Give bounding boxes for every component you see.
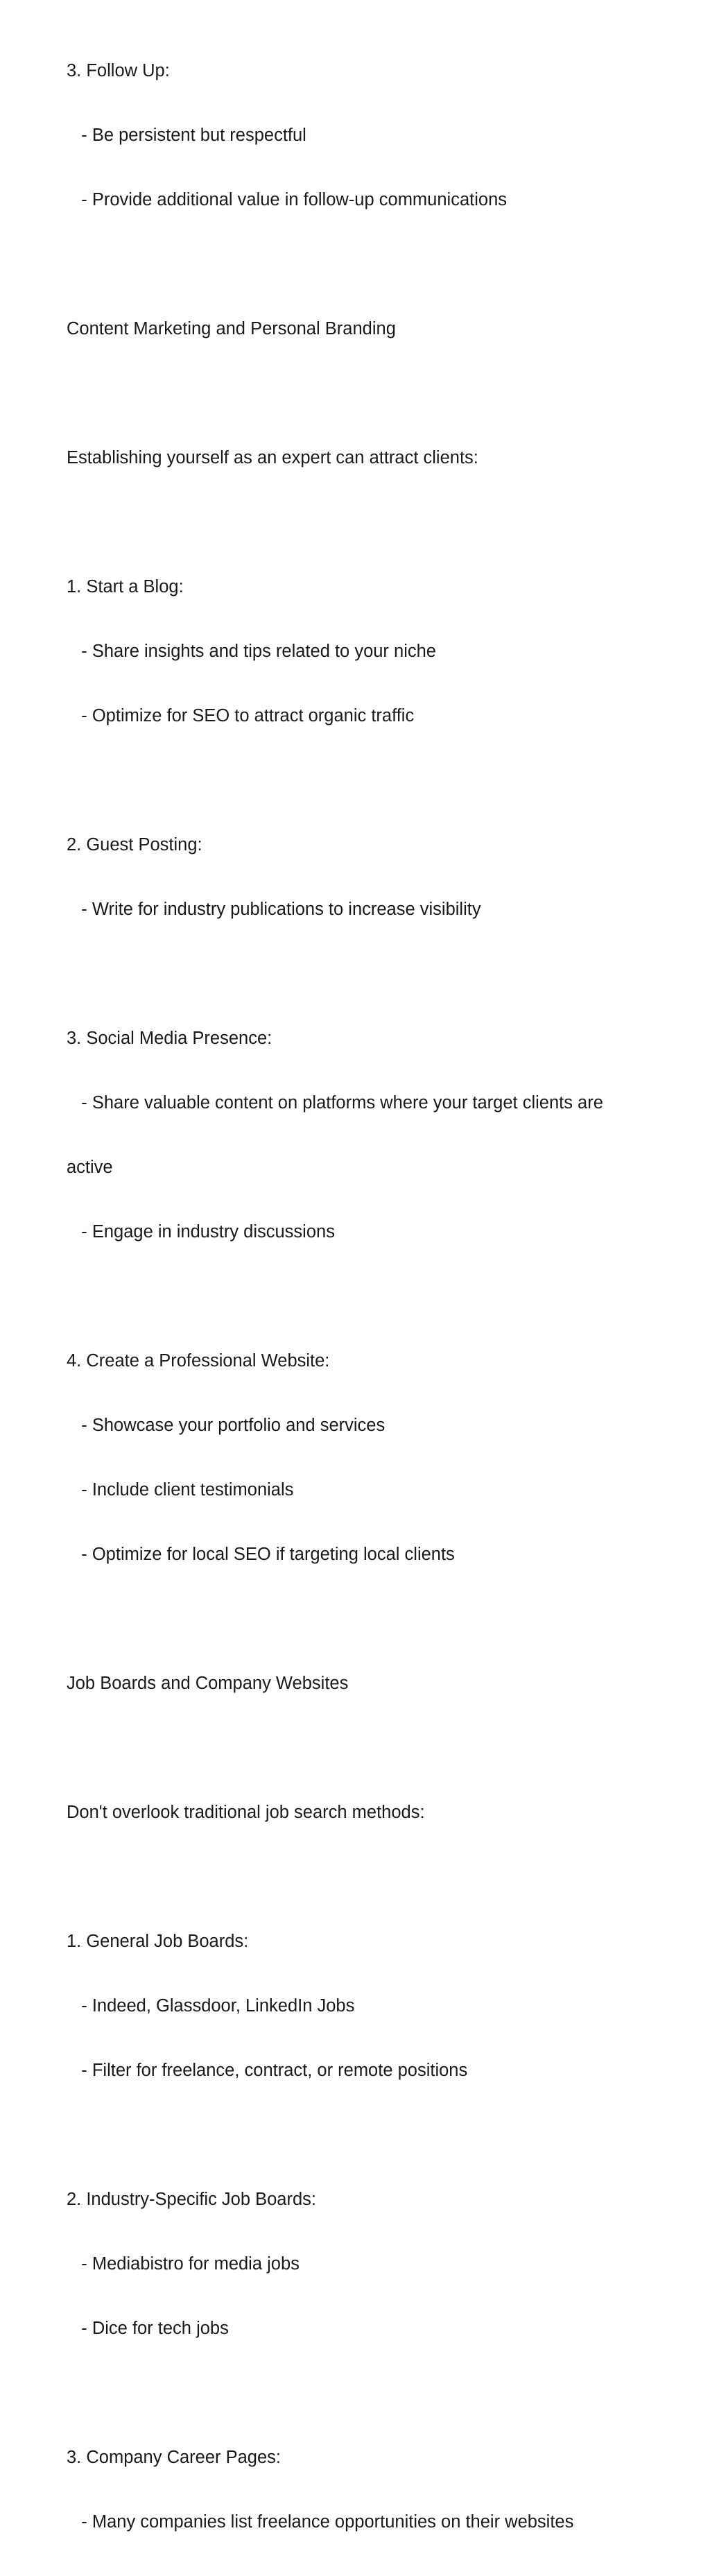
blank-line: [67, 1608, 649, 1630]
blank-line: [67, 2382, 649, 2404]
list-item: - Optimize for SEO to attract organic traffic: [67, 706, 415, 725]
document-body: [67, 17, 649, 2576]
section-intro: Don't overlook traditional job search methods:: [67, 1803, 425, 1822]
list-item: - Be persistent but respectful: [67, 126, 306, 145]
list-item: - Share insights and tips related to your niche: [67, 642, 436, 661]
blank-line: [67, 1866, 649, 1888]
list-item: - Many companies list freelance opportunities on their websites: [67, 2512, 574, 2532]
list-heading-social-media: 3. Social Media Presence:: [67, 1029, 272, 1048]
list-heading-guest-posting: 2. Guest Posting:: [67, 835, 202, 855]
list-item: - Engage in industry discussions: [67, 1222, 335, 1242]
list-item: - Provide additional value in follow-up communications: [67, 190, 507, 209]
section-heading-content-marketing: Content Marketing and Personal Branding: [67, 319, 396, 338]
blank-line: [67, 770, 649, 791]
blank-line: [67, 2124, 649, 2146]
list-item: - Optimize for local SEO if targeting local clients: [67, 1545, 455, 1564]
list-heading-start-blog: 1. Start a Blog:: [67, 577, 184, 596]
blank-line: [67, 512, 649, 533]
list-item: - Filter for freelance, contract, or remote positions: [67, 2061, 468, 2080]
blank-line: [67, 1737, 649, 1759]
list-heading-career-pages: 3. Company Career Pages:: [67, 2448, 281, 2467]
list-item: - Dice for tech jobs: [67, 2319, 229, 2338]
section-heading-job-boards: Job Boards and Company Websites: [67, 1674, 349, 1693]
blank-line: [67, 254, 649, 275]
list-item: - Mediabistro for media jobs: [67, 2254, 300, 2274]
list-heading-follow-up: 3. Follow Up:: [67, 61, 170, 80]
list-heading-general-boards: 1. General Job Boards:: [67, 1932, 249, 1951]
blank-line: [67, 963, 649, 985]
list-item: - Include client testimonials: [67, 1480, 294, 1500]
blank-line: [67, 383, 649, 404]
list-item: - Showcase your portfolio and services: [67, 1416, 386, 1435]
list-heading-website: 4. Create a Professional Website:: [67, 1351, 330, 1371]
list-item: - Share valuable content on platforms where your target clients are: [67, 1093, 603, 1113]
list-heading-industry-boards: 2. Industry-Specific Job Boards:: [67, 2190, 317, 2209]
blank-line: [67, 1286, 649, 1307]
list-item-continuation: active: [67, 1158, 113, 1177]
list-item: - Write for industry publications to increase visibility: [67, 900, 481, 919]
section-intro: Establishing yourself as an expert can attract clients:: [67, 448, 478, 467]
list-item: - Indeed, Glassdoor, LinkedIn Jobs: [67, 1996, 355, 2016]
